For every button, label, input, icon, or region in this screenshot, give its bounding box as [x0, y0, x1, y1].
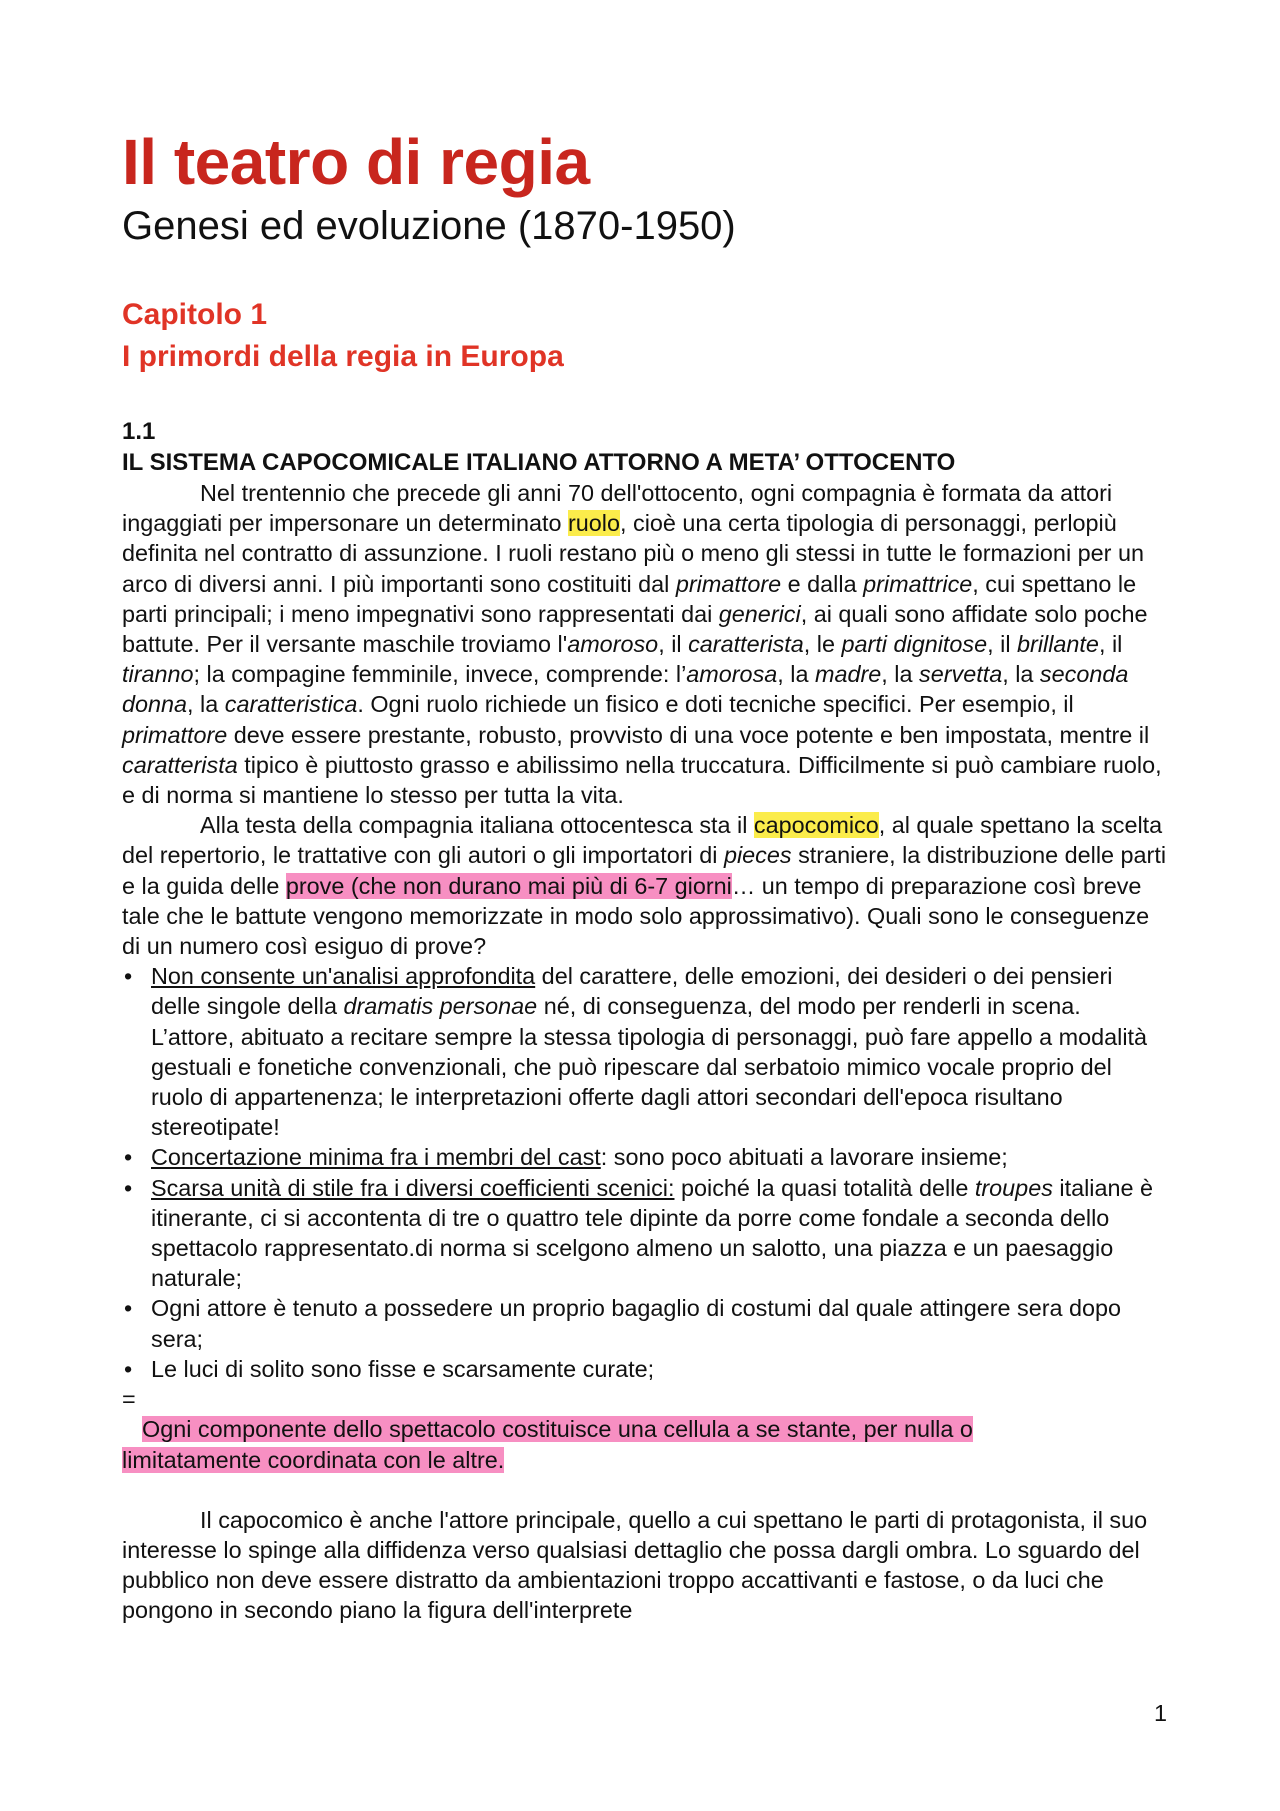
- chapter-label: Capitolo 1: [122, 298, 268, 331]
- list-item: • Concertazione minima fra i membri del cast: sono poco abituati a lavorare insieme;: [122, 1142, 1168, 1172]
- document-title: Il teatro di regia: [122, 126, 590, 198]
- paragraph-capocomico: Alla testa della compagnia italiana ottocentesca sta il capocomico, al quale spettano la scelta del repertorio, le trattative con gli autori o gli importatori di pieces straniere, la distribuzione delle parti e la guida delle prove (che non durano mai più di 6-7 giorni… un tempo di preparazione così breve tale che le battute vengono memorizzate in modo solo approssimativo). Quali sono le conseguenze di un numero così esiguo di prove?: [122, 812, 1167, 960]
- list-item: • Scarsa unità di stile fra i diversi coefficienti scenici: poiché la quasi totalità delle troupes italiane è itinerante, ci si accontenta di tre o quattro tele dipinte da porre come fondale a seconda dello spettacolo rappresentato.di norma si scelgono almeno un salotto, una piazza e un paesaggio naturale;: [122, 1173, 1168, 1294]
- conclusion-line-2: limitatamente coordinata con le altre.: [122, 1446, 505, 1473]
- list-item: • Non consente un'analisi approfondita del carattere, delle emozioni, dei desideri o dei pensieri delle singole della dramatis personae né, di conseguenza, del modo per renderli in scena. L’attore, abituato a recitare sempre la stessa tipologia di personaggi, può fare appello a modalità gestuali e fonetiche convenzionali, che può ripescare dal serbatoio mimico vocale proprio del ruolo di appartenenza; le interpretazioni offerte dagli attori secondari dell'epoca risultano stereotipate!: [122, 961, 1168, 1142]
- paragraph-protagonist: Il capocomico è anche l'attore principale, quello a cui spettano le parti di protagonista, il suo interesse lo spinge alla diffidenza verso qualsiasi dettaglio che possa dargli ombra. Lo sguardo del pubblico non deve essere distratto da ambientazioni troppo accattivanti e fastose, o da luci che pongono in secondo piano la figura dell'interprete: [122, 1506, 1148, 1624]
- chapter-title: I primordi della regia in Europa: [122, 340, 564, 373]
- document-subtitle: Genesi ed evoluzione (1870-1950): [122, 204, 736, 248]
- chapter-heading: [122, 294, 1168, 378]
- conclusion-line-1: Ogni componente dello spettacolo costituisce una cellula a se stante, per nulla o: [142, 1416, 973, 1443]
- highlight-capocomico: capocomico: [753, 812, 879, 839]
- section-title: IL SISTEMA CAPOCOMICALE ITALIANO ATTORNO A META’ OTTOCENTO: [122, 449, 956, 476]
- document-page: [122, 122, 1168, 1626]
- equals-sign: =: [122, 1386, 136, 1413]
- section-number: 1.1: [122, 418, 156, 445]
- highlight-prove: prove (che non durano mai più di 6-7 giorni: [285, 872, 732, 899]
- list-item: • Ogni attore è tenuto a possedere un proprio bagaglio di costumi dal quale attingere sera dopo sera;: [122, 1293, 1168, 1353]
- list-item: • Le luci di solito sono fisse e scarsamente curate;: [122, 1354, 1168, 1384]
- highlight-ruolo: ruolo: [568, 510, 621, 537]
- page-number: 1: [1153, 1700, 1167, 1726]
- conclusion-highlight: [122, 1414, 1168, 1474]
- consequences-list: [122, 961, 1168, 1384]
- paragraph-roles: Nel trentennio che precede gli anni 70 dell'ottocento, ogni compagnia è formata da attori ingaggiati per impersonare un determinato ruolo, cioè una certa tipologia di personaggi, perlopiù definita nel contratto di assunzione. I ruoli restano più o meno gli stessi in tutte le formazioni per un arco di diversi anni. I più importanti sono costituiti dal primattore e dalla primattrice, cui spettano le parti principali; i meno impegnativi sono rappresentati dai generici, ai quali sono affidate solo poche battute. Per il versante maschile troviamo l'amoroso, il caratterista, le parti dignitose, il brillante, il tiranno; la compagine femminile, invece, comprende: l’amorosa, la madre, la servetta, la seconda donna, la caratteristica. Ogni ruolo richiede un fisico e doti tecniche specifici. Per esempio, il primattore deve essere prestante, robusto, provvisto di una voce potente e ben impostata, mentre il caratterista tipico è piuttosto grasso e abilissimo nella truccatura. Difficilmente si può cambiare ruolo, e di norma si mantiene lo stesso per tutta la vita.: [122, 480, 1162, 809]
